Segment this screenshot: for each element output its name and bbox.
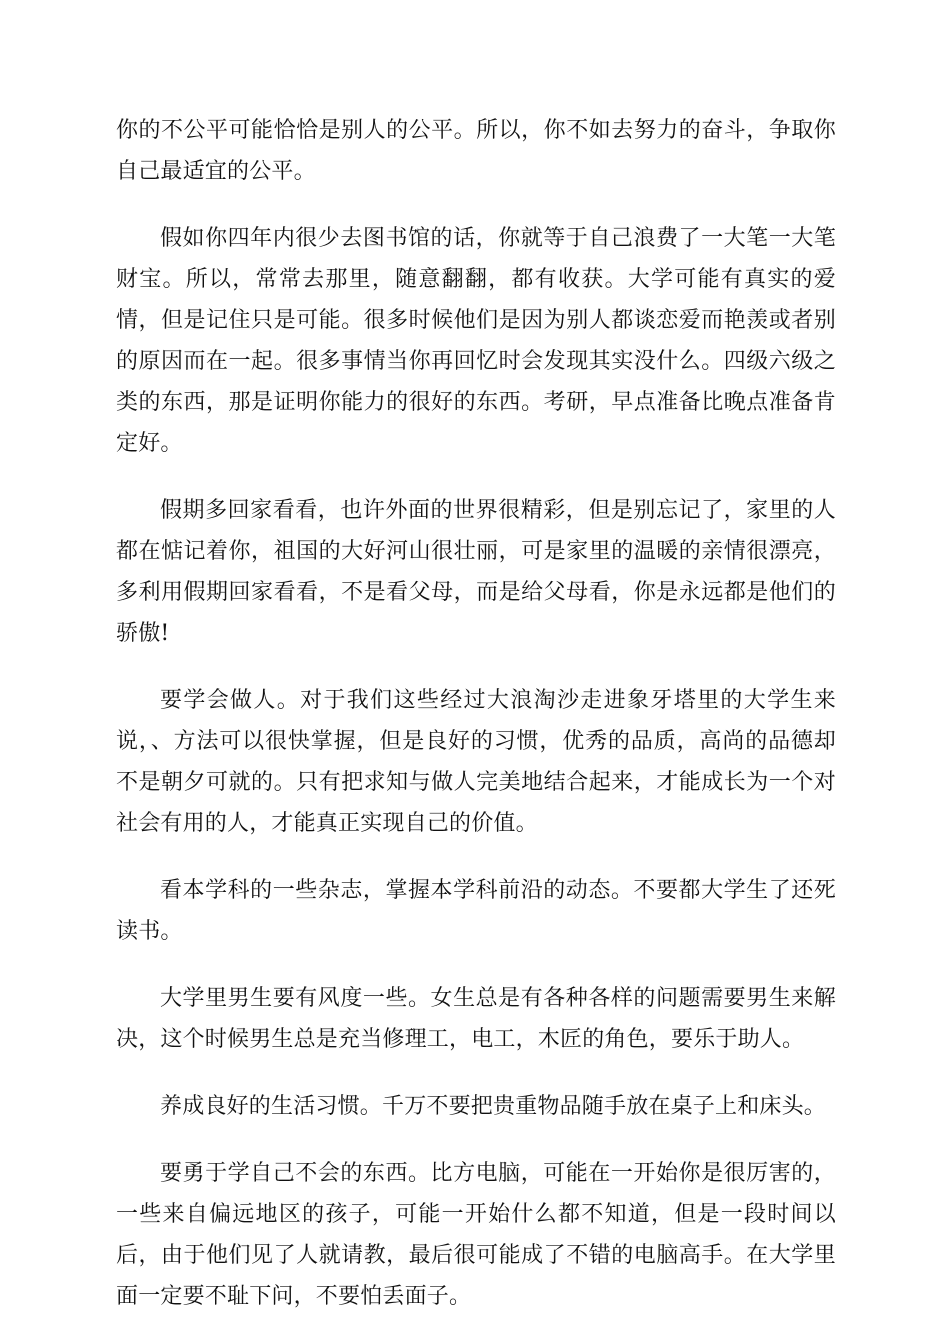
paragraph-5: 看本学科的一些杂志，掌握本学科前沿的动态。不要都大学生了还死读书。: [116, 878, 836, 944]
paragraph-8: 要勇于学自己不会的东西。比方电脑，可能在一开始你是很厉害的，一些来自偏远地区的孩子，可能一开始什么都不知道，但是一段时间以后，由于他们见了人就请教，最后很可能成了不错的电脑高手。在大学里面一定要不耻下问，不要怕丢面子。: [116, 1161, 836, 1309]
paragraph-3: 假期多回家看看，也许外面的世界很精彩，但是别忘记了，家里的人都在惦记着你，祖国的大好河山很壮丽，可是家里的温暖的亲情很漂亮，多利用假期回家看看，不是看父母，而是给父母看，你是永远都是他们的骄傲!: [116, 498, 836, 646]
document-body: [116, 110, 836, 1343]
paragraph-4: 要学会做人。对于我们这些经过大浪淘沙走进象牙塔里的大学生来说，、方法可以很快掌握，但是良好的习惯，优秀的品质，高尚的品德却不是朝夕可就的。只有把求知与做人完美地结合起来，才能成长为一个对社会有用的人，才能真正实现自己的价值。: [116, 688, 836, 836]
paragraph-7: 养成良好的生活习惯。千万不要把贵重物品随手放在桌子上和床头。: [160, 1094, 827, 1119]
paragraph-6: 大学里男生要有风度一些。女生总是有各种各样的问题需要男生来解决，这个时候男生总是充当修理工，电工，木匠的角色，要乐于助人。: [116, 986, 836, 1052]
paragraph-2: 假如你四年内很少去图书馆的话，你就等于自己浪费了一大笔一大笔财宝。所以，常常去那里，随意翻翻，都有收获。大学可能有真实的爱情，但是记住只是可能。很多时候他们是因为别人都谈恋爱而艳羡或者别的原因而在一起。很多事情当你再回忆时会发现其实没什么。四级六级之类的东西，那是证明你能力的很好的东西。考研，早点准备比晚点准备肯定好。: [116, 226, 836, 456]
paragraph-1: 你的不公平可能恰恰是别人的公平。所以，你不如去努力的奋斗，争取你自己最适宜的公平。: [116, 118, 836, 184]
